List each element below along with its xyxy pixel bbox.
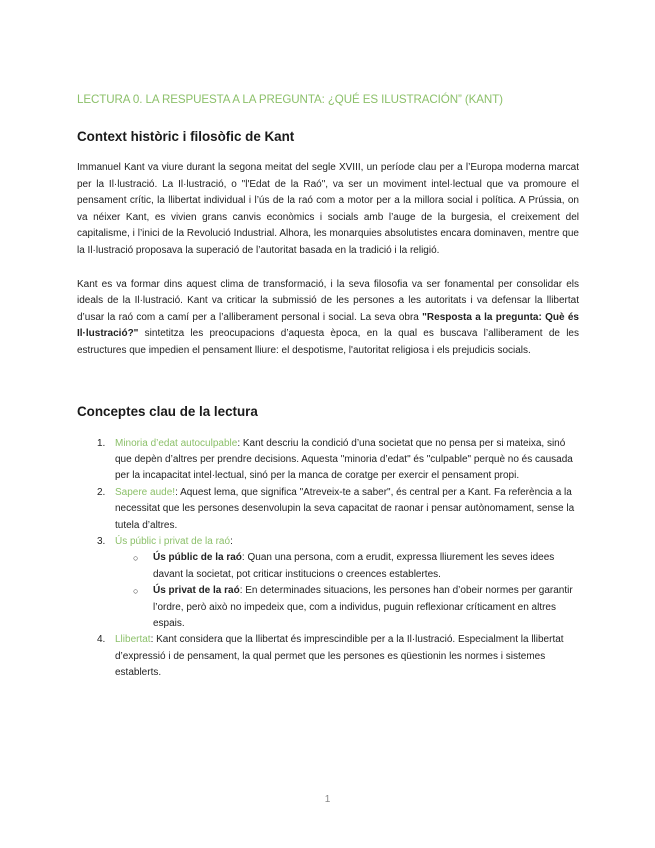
concept-term: Minoria d’edat autoculpable: [115, 437, 238, 449]
item-number: 4.: [97, 634, 106, 646]
work-title: "Resposta a la pregunta: Què és Il·lustració?": [77, 311, 579, 340]
concept-description: :: [230, 535, 233, 547]
context-paragraph-2: [77, 277, 579, 360]
sub-term: Ús públic de la raó: [153, 552, 242, 564]
sub-list: [115, 550, 579, 632]
sub-description: : Quan una persona, com a erudit, expressa lliurement les seves idees davant la societat, pot criticar institucions o creences establertes.: [153, 552, 555, 580]
context-paragraph-1: Immanuel Kant va viure durant la segona meitat del segle XVIII, un període clau per a l’Europa moderna marcat per la Il·lustració. La Il·lustració, o "l'Edat de la Raó", va ser un moviment intel·lectual que va promoure el pensament crític, la llibertat individual i l’ús de la raó com a motor per a la millora social i política. A Prússia, on va néixer Kant, es vivien grans canvis econòmics i socials amb l’auge de la burgesia, el creixement del capitalisme, i l’inici de la Revolució Industrial. Alhora, les monarquies absolutistes encara dominaven, mentre que la Il·lustració proposava la superació de l’autoritat basada en la tradició i la religió.: [77, 162, 579, 256]
list-item: [77, 436, 579, 485]
circle-bullet-icon: ○: [133, 586, 139, 597]
concepts-heading: Conceptes clau de la lectura: [77, 403, 258, 419]
item-number: 1.: [97, 437, 106, 449]
sub-list-item: [115, 583, 579, 632]
sub-term: Ús privat de la raó: [153, 585, 240, 597]
concept-description: : Aquest lema, que significa "Atreveix-te a saber", és central per a Kant. Fa referència a la necessitat que les persones desenvolupin la seva capacitat de raonar i pensar autònomament, sense la tutela d’altres.: [115, 486, 575, 531]
paragraph-2-end: sintetitza les preocupacions d’aquesta època, en la qual es buscava l’alliberament de les estructures que impedien el pensament lliure: el despotisme, l'autoritat religiosa i els prejudicis socials.: [77, 328, 579, 356]
list-item: [77, 632, 579, 681]
item-number: 2.: [97, 486, 106, 498]
concept-description: : Kant considera que la llibertat és imprescindible per a la Il·lustració. Especialment la llibertat d’expressió i de pensament, la qual permet que les persones es qüestionin les normes i sistemes establerts.: [115, 634, 564, 679]
concept-term: Llibertat: [115, 634, 151, 646]
list-item: [77, 485, 579, 534]
list-item: [77, 534, 579, 632]
sub-list-item: [115, 550, 579, 583]
page-number: 1: [324, 794, 331, 805]
concept-term: Sapere aude!: [115, 486, 176, 498]
sub-description: : En determinades situacions, les persones han d’obeir normes per garantir l’ordre, però això no impedeix que, com a individus, puguin reflexionar críticament en altres espais.: [153, 585, 573, 629]
concept-term: Ús públic i privat de la raó: [115, 535, 231, 547]
context-heading: Context històric i filosòfic de Kant: [77, 129, 295, 144]
document-title: LECTURA 0. LA RESPUESTA A LA PREGUNTA: ¿QUÉ ES ILUSTRACIÓN” (KANT): [77, 93, 503, 106]
paragraph-2-start: Kant es va formar dins aquest clima de transformació, i la seva filosofia va ser fonamental per consolidar els ideals de la Il·lustració. Kant va criticar la submissió de les persones a les autoritats i va defensar la llibertat d’usar la raó com a camí per a l’alliberament personal i social. La seva obra: [77, 278, 579, 323]
item-number: 3.: [97, 535, 106, 547]
concepts-list: [77, 436, 579, 682]
concept-description: : Kant descriu la condició d’una societat que no pensa per si mateixa, sinó que depèn d’altres per prendre decisions. Aquesta "minoria d’edat" és "culpable" perquè no és causada per la incapacitat intel·lectual, sinó per la manca de coratge per exercir el pensament propi.: [115, 437, 573, 482]
circle-bullet-icon: ○: [133, 553, 139, 564]
page-content: [77, 93, 579, 682]
